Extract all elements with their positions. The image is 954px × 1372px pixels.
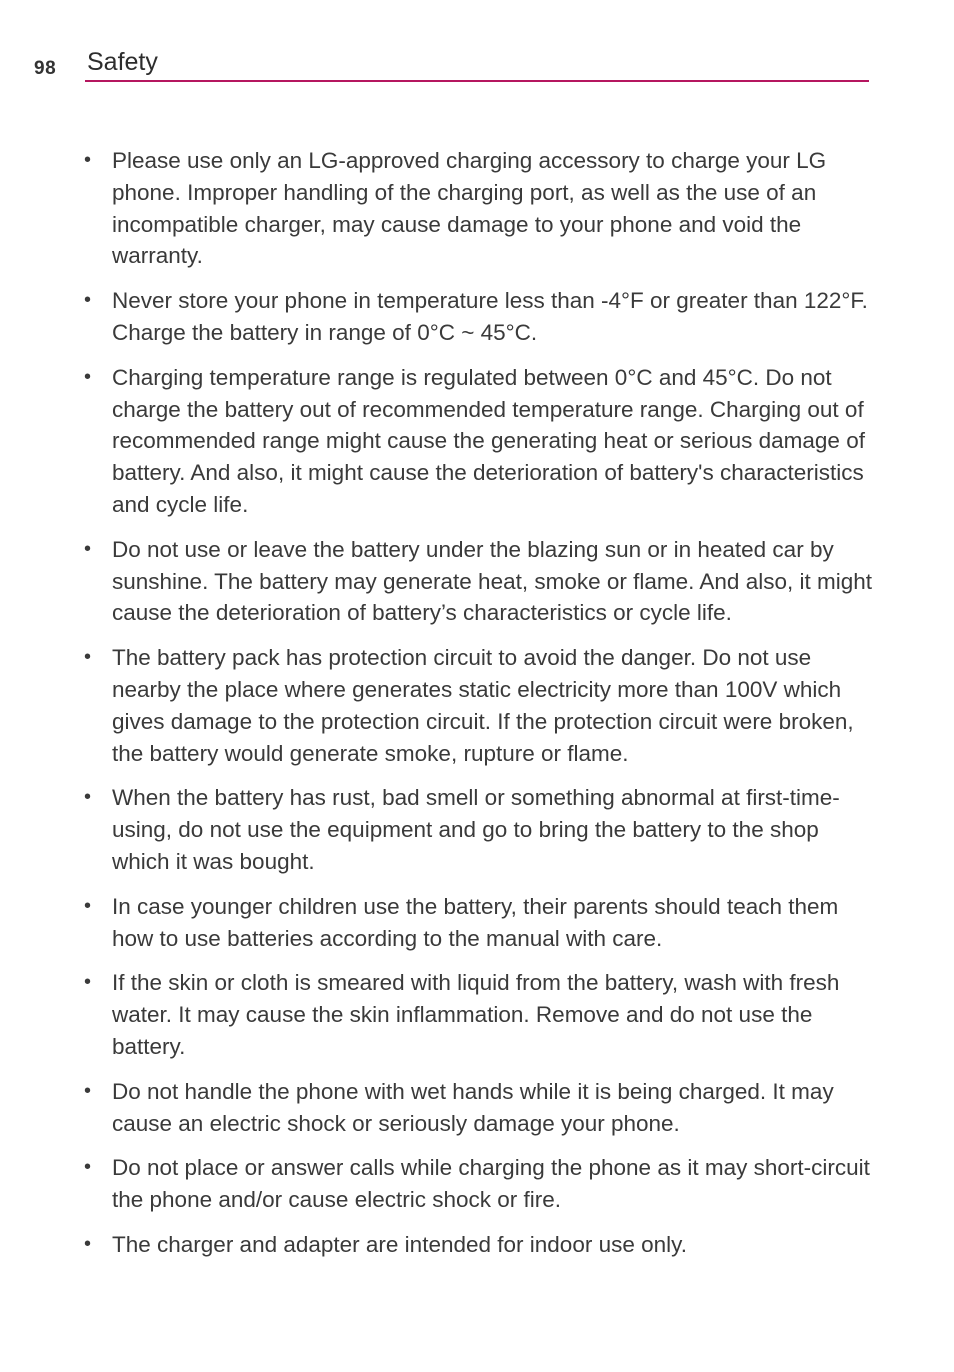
list-item <box>84 1229 874 1261</box>
bullet-icon: • <box>84 646 92 669</box>
list-item <box>84 1152 874 1216</box>
list-item-text: The battery pack has protection circuit to avoid the danger. Do not use nearby the place where generates static electricity more than 100V which gives damage to the protection circuit. If the protection circuit were broken, the battery would generate smoke, rupture or flame. <box>112 645 854 766</box>
list-item-text: In case younger children use the battery, their parents should teach them how to use batteries according to the manual with care. <box>112 893 839 951</box>
bullet-icon: • <box>84 1079 92 1102</box>
page-number: 98 <box>34 58 57 79</box>
bullet-icon: • <box>84 971 92 994</box>
list-item-text: Do not handle the phone with wet hands while it is being charged. It may cause an electric shock or seriously damage your phone. <box>112 1078 834 1136</box>
list-item-text: Never store your phone in temperature less than -4°F or greater than 122°F. Charge the battery in range of 0°C ~ 45°C. <box>112 288 868 345</box>
bullet-icon: • <box>84 149 92 171</box>
list-item <box>84 1076 874 1140</box>
list-item <box>84 642 874 769</box>
list-item <box>84 362 874 521</box>
header-rule <box>85 80 869 82</box>
bullet-icon: • <box>84 365 92 388</box>
bullet-icon: • <box>84 289 92 312</box>
bullet-icon: • <box>84 537 92 560</box>
safety-bullet-list <box>84 145 874 1274</box>
bullet-icon: • <box>84 786 92 809</box>
list-item <box>84 534 874 629</box>
list-item-text: The charger and adapter are intended for indoor use only. <box>112 1231 687 1257</box>
list-item-text: Please use only an LG-approved charging accessory to charge your LG phone. Improper handling of the charging port, as well as the use of an incompatible charger, may cause damage to your phone and void the warranty. <box>112 148 827 269</box>
list-item <box>84 891 874 955</box>
bullet-icon: • <box>84 894 92 917</box>
bullet-icon: • <box>84 1232 92 1255</box>
list-item-text: When the battery has rust, bad smell or something abnormal at first-time-using, do not use the equipment and go to bring the battery to the shop which it was bought. <box>112 785 840 874</box>
list-item <box>84 967 874 1062</box>
bullet-icon: • <box>84 1156 92 1179</box>
list-item <box>84 145 874 272</box>
list-item-text: Do not use or leave the battery under the blazing sun or in heated car by sunshine. The battery may generate heat, smoke or flame. And also, it might cause the deterioration of battery’s characteristics or cycle life. <box>112 536 872 626</box>
list-item-text: Charging temperature range is regulated between 0°C and 45°C. Do not charge the battery out of recommended temperature range. Charging out of recommended range might cause the generating heat or serious damage of battery. And also, it might cause the deterioration of battery's characteristics and cycle life. <box>112 364 865 517</box>
list-item <box>84 782 874 877</box>
section-title: Safety <box>87 48 158 76</box>
list-item-text: If the skin or cloth is smeared with liquid from the battery, wash with fresh water. It may cause the skin inflammation. Remove and do not use the battery. <box>112 970 840 1059</box>
list-item-text: Do not place or answer calls while charging the phone as it may short-circuit the phone and/or cause electric shock or fire. <box>112 1155 870 1213</box>
list-item <box>84 285 874 349</box>
